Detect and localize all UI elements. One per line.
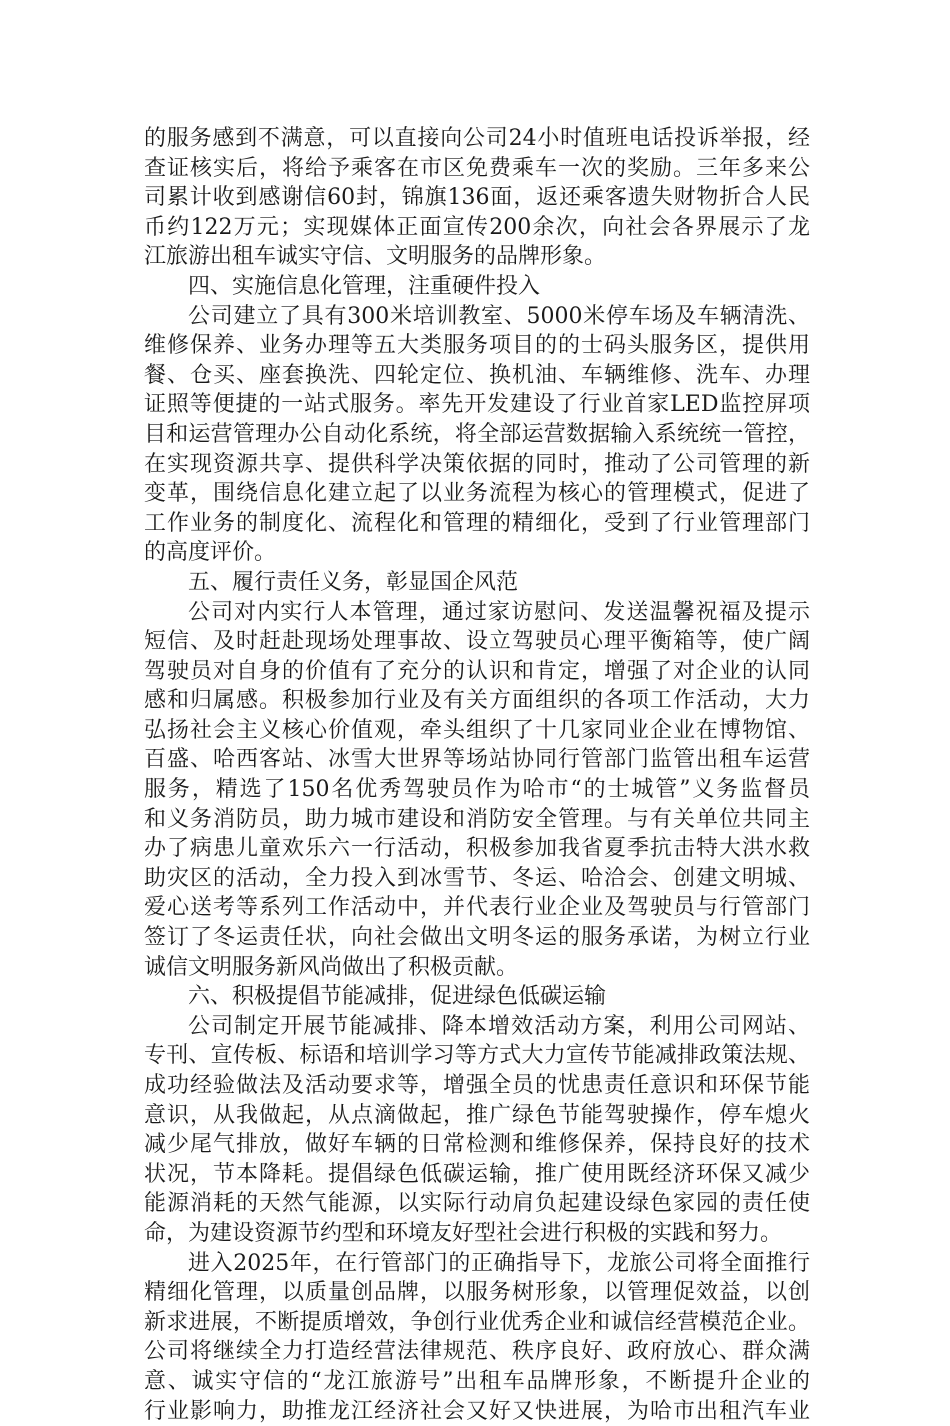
text-line: 公司对内实行人本管理，通过家访慰问、发送温馨祝福及提示 [188, 599, 810, 625]
text-line: 进入2025年，在行管部门的正确指导下，龙旅公司将全面推行 [188, 1250, 810, 1276]
text-line: 司累计收到感谢信60封，锦旗136面，返还乘客遗失财物折合人民 [144, 185, 810, 211]
text-line: 成功经验做法及活动要求等，增强全员的忧患责任意识和环保节能 [144, 1073, 810, 1098]
text-line: 能源消耗的天然气能源，以实际行动肩负起建设绿色家园的责任使 [144, 1191, 810, 1217]
text-line: 服务，精选了150名优秀驾驶员作为哈市“的士城管”义务监督员 [144, 777, 810, 803]
text-line: 弘扬社会主义核心价值观，牵头组织了十几家同业企业在博物馆、 [144, 717, 810, 743]
text-line: 公司建立了具有300米培训教室、5000米停车场及车辆清洗、 [188, 303, 810, 329]
section-heading: 四、实施信息化管理，注重硬件投入 [188, 273, 541, 299]
text-line: 目和运营管理办公自动化系统，将全部运营数据输入系统统一管控， [144, 421, 810, 447]
text-line: 证照等便捷的一站式服务。率先开发建设了行业首家LED监控屏项 [144, 392, 810, 418]
text-line: 办了病患儿童欢乐六一行活动，积极参加我省夏季抗击特大洪水救 [144, 836, 810, 862]
text-line: 和义务消防员，助力城市建设和消防安全管理。与有关单位共同主 [144, 806, 810, 832]
text-line: 感和归属感。积极参加行业及有关方面组织的各项工作活动，大力 [144, 688, 810, 714]
text-line: 状况，节本降耗。提倡绿色低碳运输，推广使用既经济环保又减少 [144, 1161, 810, 1187]
text-line: 意识，从我做起，从点滴做起，推广绿色节能驾驶操作，停车熄火 [144, 1102, 810, 1128]
text-line: 币约122万元；实现媒体正面宣传200余次，向社会各界展示了龙 [144, 214, 810, 240]
text-line: 餐、仓买、座套换洗、四轮定位、换机油、车辆维修、洗车、办理 [144, 362, 810, 388]
text-line: 在实现资源共享、提供科学决策依据的同时，推动了公司管理的新 [144, 451, 810, 477]
text-line: 行业影响力，助推龙江经济社会又好又快进展，为哈市出租汽车业 [144, 1398, 810, 1424]
text-line: 公司制定开展节能减排、降本增效活动方案，利用公司网站、 [188, 1013, 810, 1039]
document-body [144, 124, 810, 1426]
section-heading: 六、积极提倡节能减排，促进绿色低碳运输 [188, 984, 607, 1010]
text-line: 新求进展，不断提质增效，争创行业优秀企业和诚信经营模范企业。 [144, 1309, 810, 1335]
text-line: 江旅游出租车诚实守信、文明服务的品牌形象。 [144, 244, 607, 270]
text-line: 短信、及时赶赴现场处理事故、设立驾驶员心理平衡箱等，使广阔 [144, 629, 810, 655]
text-line: 助灾区的活动，全力投入到冰雪节、冬运、哈洽会、创建文明城、 [144, 865, 810, 891]
text-line: 的服务感到不满意，可以直接向公司24小时值班电话投诉举报，经 [144, 126, 810, 151]
text-line: 查证核实后，将给予乘客在市区免费乘车一次的奖励。三年多来公 [144, 155, 810, 181]
text-line: 工作业务的制度化、流程化和管理的精细化，受到了行业管理部门 [144, 510, 810, 536]
text-line: 减少尾气排放，做好车辆的日常检测和维修保养，保持良好的技术 [144, 1132, 810, 1158]
text-line: 维修保养、业务办理等五大类服务项目的的士码头服务区，提供用 [144, 333, 810, 359]
text-line: 百盛、哈西客站、冰雪大世界等场站协同行管部门监管出租车运营 [144, 747, 810, 773]
text-line: 命，为建设资源节约型和环境友好型社会进行积极的实践和努力。 [144, 1220, 783, 1246]
text-line: 签订了冬运责任状，向社会做出文明冬运的服务承诺，为树立行业 [144, 925, 810, 951]
text-line: 变革，围绕信息化建立起了以业务流程为核心的管理模式，促进了 [144, 481, 810, 507]
section-heading: 五、履行责任义务，彰显国企风范 [188, 569, 519, 595]
text-line: 的高度评价。 [144, 540, 277, 566]
text-line: 精细化管理，以质量创品牌，以服务树形象，以管理促效益，以创 [144, 1280, 810, 1306]
text-line: 驾驶员对自身的价值有了充分的认识和肯定，增强了对企业的认同 [144, 658, 810, 684]
text-line: 公司将继续全力打造经营法律规范、秩序良好、政府放心、群众满 [144, 1339, 810, 1365]
text-line: 爱心送考等系列工作活动中，并代表行业企业及驾驶员与行管部门 [144, 895, 810, 921]
text-line: 诚信文明服务新风尚做出了积极贡献。 [144, 954, 519, 980]
text-line: 意、诚实守信的“龙江旅游号”出租车品牌形象，不断提升企业的 [144, 1368, 810, 1394]
text-line: 专刊、宣传板、标语和培训学习等方式大力宣传节能减排政策法规、 [144, 1043, 810, 1069]
